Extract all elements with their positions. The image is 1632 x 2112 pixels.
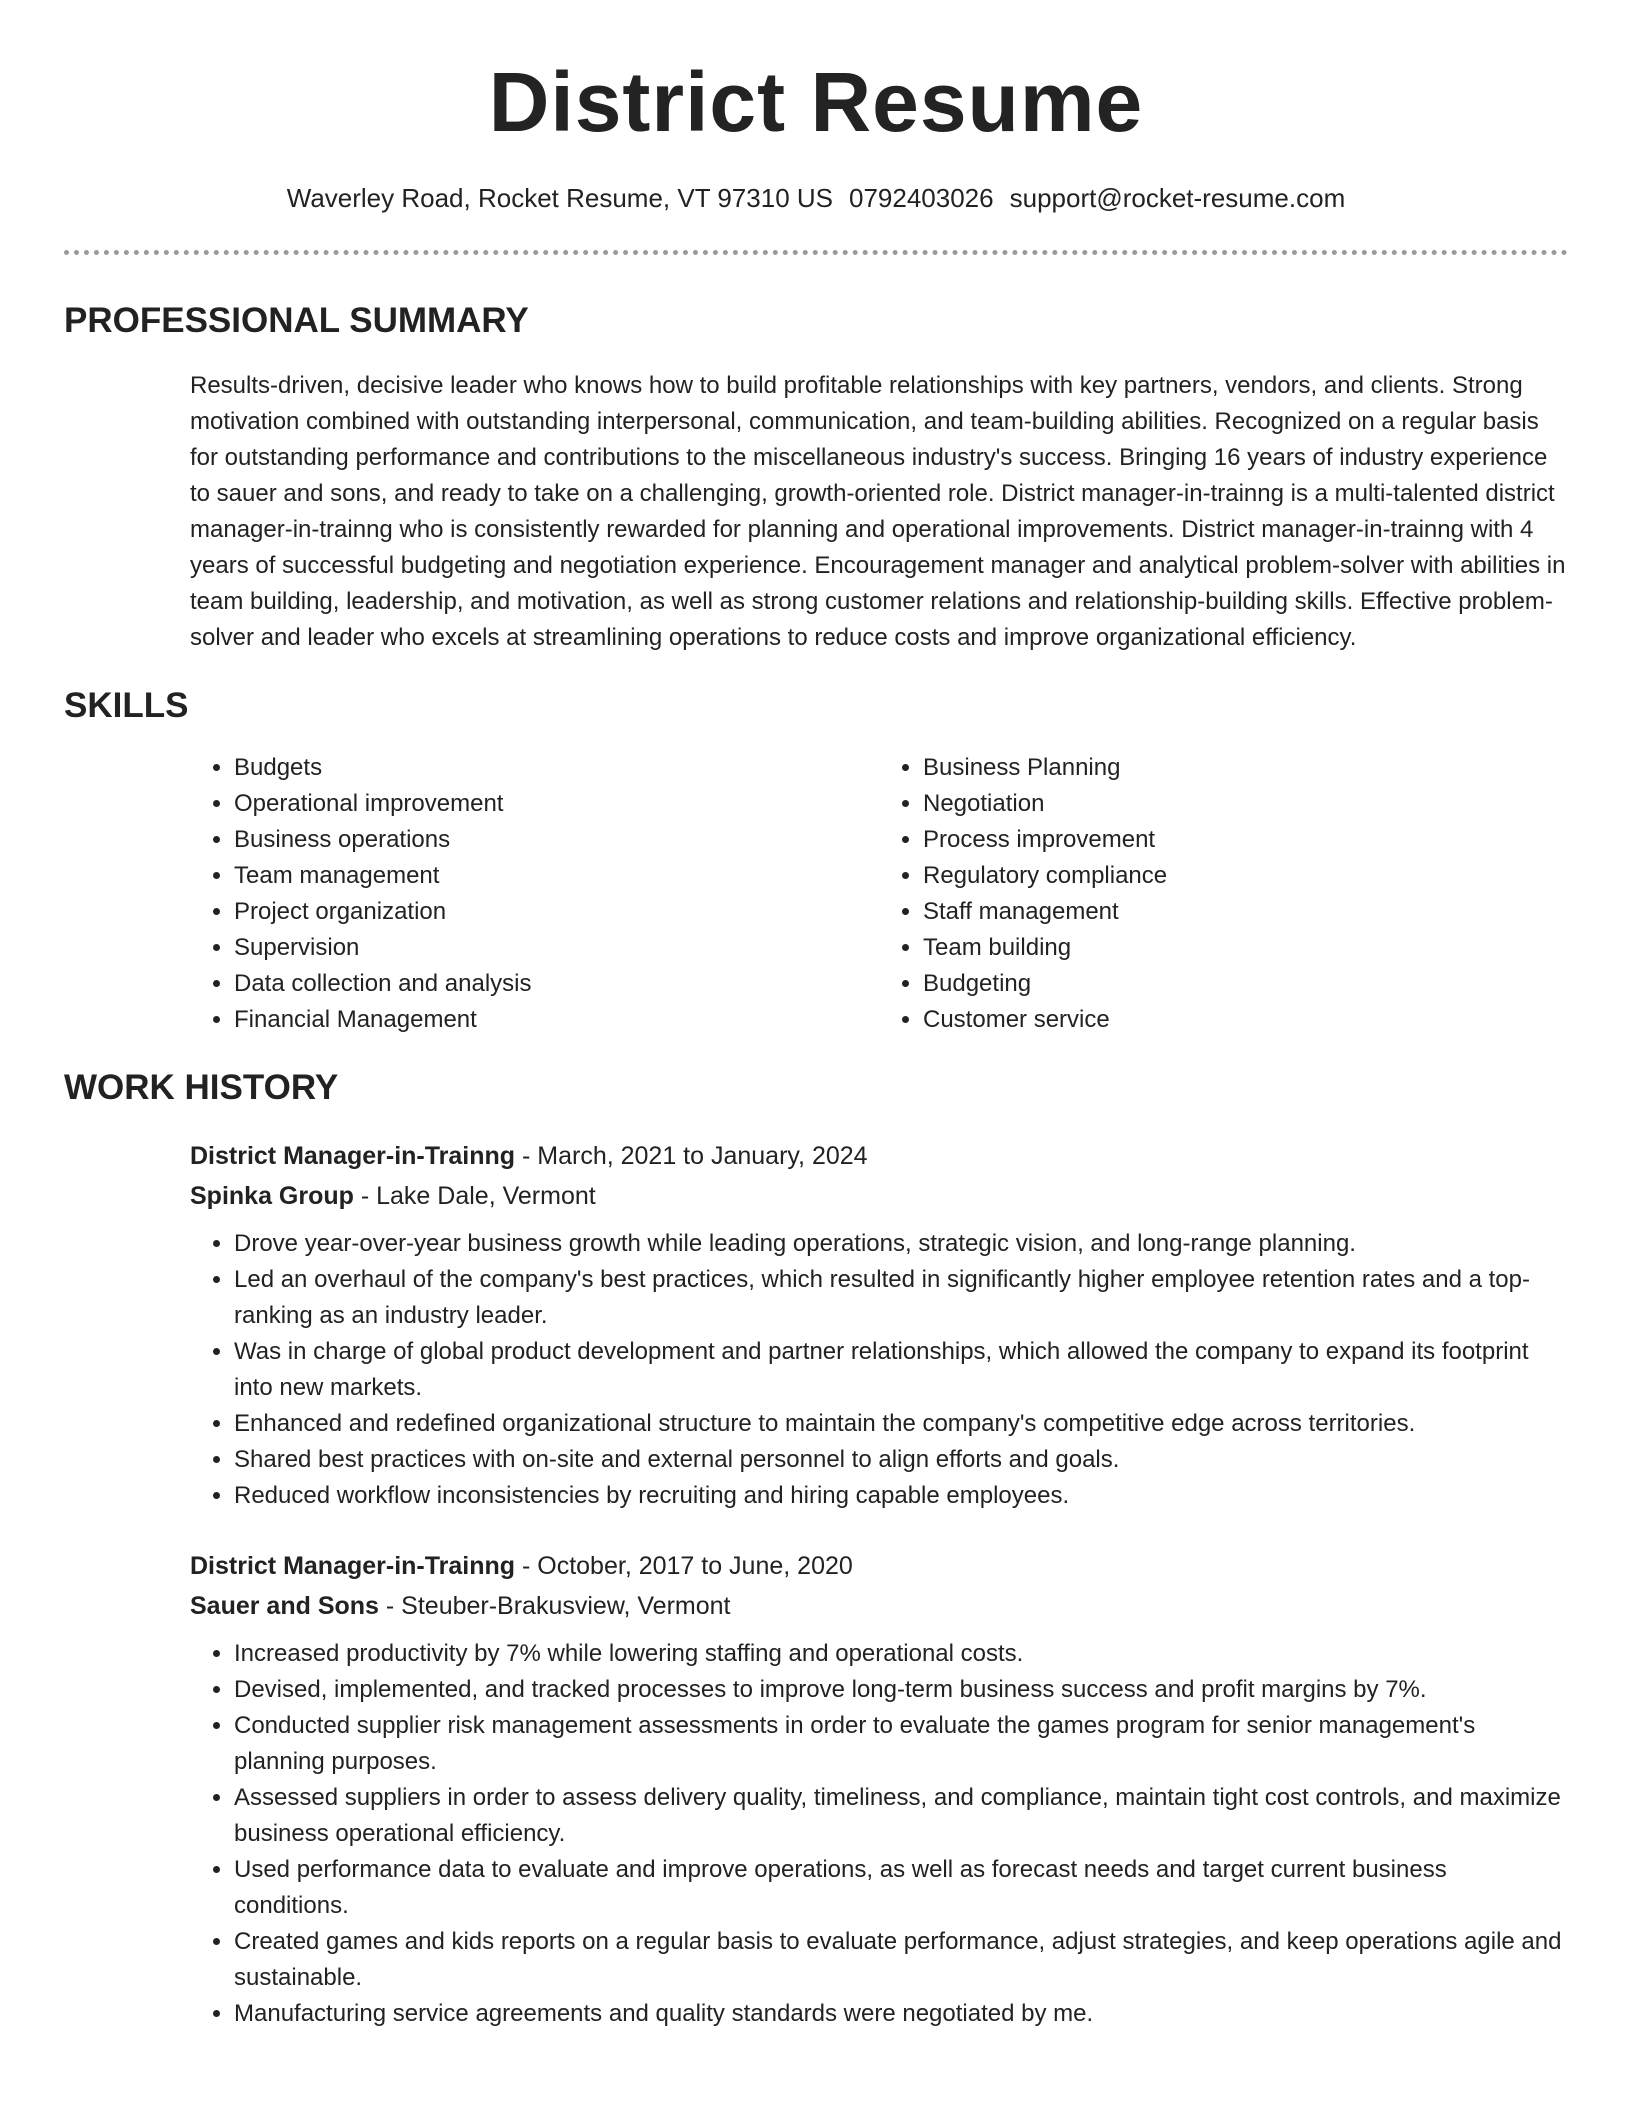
skill-item: • Financial Management xyxy=(234,1002,879,1038)
skills-grid xyxy=(190,750,1568,1038)
job-location: - Steuber-Brakusview, Vermont xyxy=(378,1592,731,1620)
job-bullet: • Devised, implemented, and tracked processes to improve long-term business success and profit margins by 7%. xyxy=(234,1672,1568,1708)
skill-item: • Regulatory compliance xyxy=(923,858,1568,894)
skill-item: • Data collection and analysis xyxy=(234,966,879,1002)
skill-item: • Supervision xyxy=(234,930,879,966)
job-title-line xyxy=(190,1546,1568,1586)
job-title-line xyxy=(190,1136,1568,1176)
job-bullet: • Was in charge of global product development and partner relationships, which allowed the company to expand its footprint into new markets. xyxy=(234,1334,1568,1406)
skill-item: • Team management xyxy=(234,858,879,894)
work-history-title: WORK HISTORY xyxy=(64,1068,339,1107)
job-bullet: • Manufacturing service agreements and quality standards were negotiated by me. xyxy=(234,1996,1568,2032)
job-dates: - October, 2017 to June, 2020 xyxy=(515,1552,853,1580)
job-bullets xyxy=(190,1636,1568,2032)
job-bullet: • Created games and kids reports on a regular basis to evaluate performance, adjust strategies, and keep operations agile and sustainable. xyxy=(234,1924,1568,1996)
job-bullet: • Assessed suppliers in order to assess delivery quality, timeliness, and compliance, maintain tight cost controls, and maximize business operational efficiency. xyxy=(234,1780,1568,1852)
skill-item: • Business operations xyxy=(234,822,879,858)
resume-page xyxy=(64,0,1568,2032)
job-location: - Lake Dale, Vermont xyxy=(353,1182,596,1210)
summary-text: Results-driven, decisive leader who knows how to build profitable relationships with key partners, vendors, and clients. Strong motivation combined with outstanding interpersonal, communication, and team-building abilities. Recognized on a regular basis for outstanding performance and contributions to the miscellaneous industry's success. Bringing 16 years of industry experience to sauer and sons, and ready to take on a challenging, growth-oriented role. District manager-in-trainng is a multi-talented district manager-in-trainng who is consistently rewarded for planning and operational improvements. District manager-in-trainng with 4 years of successful budgeting and negotiation experience. Encouragement manager and analytical problem-solver with abilities in team building, leadership, and motivation, as well as strong customer relations and relationship-building skills. Effective problem-solver and leader who excels at streamlining operations to reduce costs and improve organizational efficiency. xyxy=(190,372,1566,651)
job-bullet: • Increased productivity by 7% while lowering staffing and operational costs. xyxy=(234,1636,1568,1672)
job-company-line xyxy=(190,1176,1568,1216)
job-company: Sauer and Sons xyxy=(190,1592,379,1620)
job-bullet: • Enhanced and redefined organizational structure to maintain the company's competitive edge across territories. xyxy=(234,1406,1568,1442)
skill-item: • Budgets xyxy=(234,750,879,786)
job-bullet: • Drove year-over-year business growth while leading operations, strategic vision, and long-range planning. xyxy=(234,1226,1568,1262)
summary-title: PROFESSIONAL SUMMARY xyxy=(64,301,529,340)
job-entry xyxy=(190,1136,1568,1514)
skill-item: • Business Planning xyxy=(923,750,1568,786)
resume-name: District Resume xyxy=(488,55,1144,149)
skills-column-left xyxy=(190,750,879,1038)
skills-section xyxy=(64,684,1568,1038)
skill-item: • Operational improvement xyxy=(234,786,879,822)
contact-email: support@rocket-resume.com xyxy=(1009,183,1346,213)
skills-column-right xyxy=(879,750,1568,1038)
job-company: Spinka Group xyxy=(190,1182,354,1210)
job-dates: - March, 2021 to January, 2024 xyxy=(515,1142,868,1170)
contact-address: Waverley Road, Rocket Resume, VT 97310 US xyxy=(286,183,833,213)
job-bullet: • Led an overhaul of the company's best practices, which resulted in significantly higher employee retention rates and a top-ranking as an industry leader. xyxy=(234,1262,1568,1334)
contact-phone: 0792403026 xyxy=(849,183,994,213)
job-bullet: • Used performance data to evaluate and improve operations, as well as forecast needs and target current business conditions. xyxy=(234,1852,1568,1924)
skills-title: SKILLS xyxy=(64,686,189,725)
skill-item: • Budgeting xyxy=(923,966,1568,1002)
work-history-section xyxy=(64,1066,1568,2032)
job-bullets xyxy=(190,1226,1568,1514)
job-company-line xyxy=(190,1586,1568,1626)
header-divider xyxy=(64,250,1568,255)
skill-item: • Team building xyxy=(923,930,1568,966)
skill-item: • Staff management xyxy=(923,894,1568,930)
summary-section xyxy=(64,299,1568,656)
job-role: District Manager-in-Trainng xyxy=(190,1142,516,1170)
skill-item: • Process improvement xyxy=(923,822,1568,858)
contact-line xyxy=(64,180,1568,216)
skill-item: • Customer service xyxy=(923,1002,1568,1038)
job-role: District Manager-in-Trainng xyxy=(190,1552,516,1580)
skill-item: • Project organization xyxy=(234,894,879,930)
job-bullet: • Conducted supplier risk management assessments in order to evaluate the games program for senior management's planning purposes. xyxy=(234,1708,1568,1780)
job-bullet: • Shared best practices with on-site and external personnel to align efforts and goals. xyxy=(234,1442,1568,1478)
job-entry xyxy=(190,1546,1568,2032)
skill-item: • Negotiation xyxy=(923,786,1568,822)
job-bullet: • Reduced workflow inconsistencies by recruiting and hiring capable employees. xyxy=(234,1478,1568,1514)
